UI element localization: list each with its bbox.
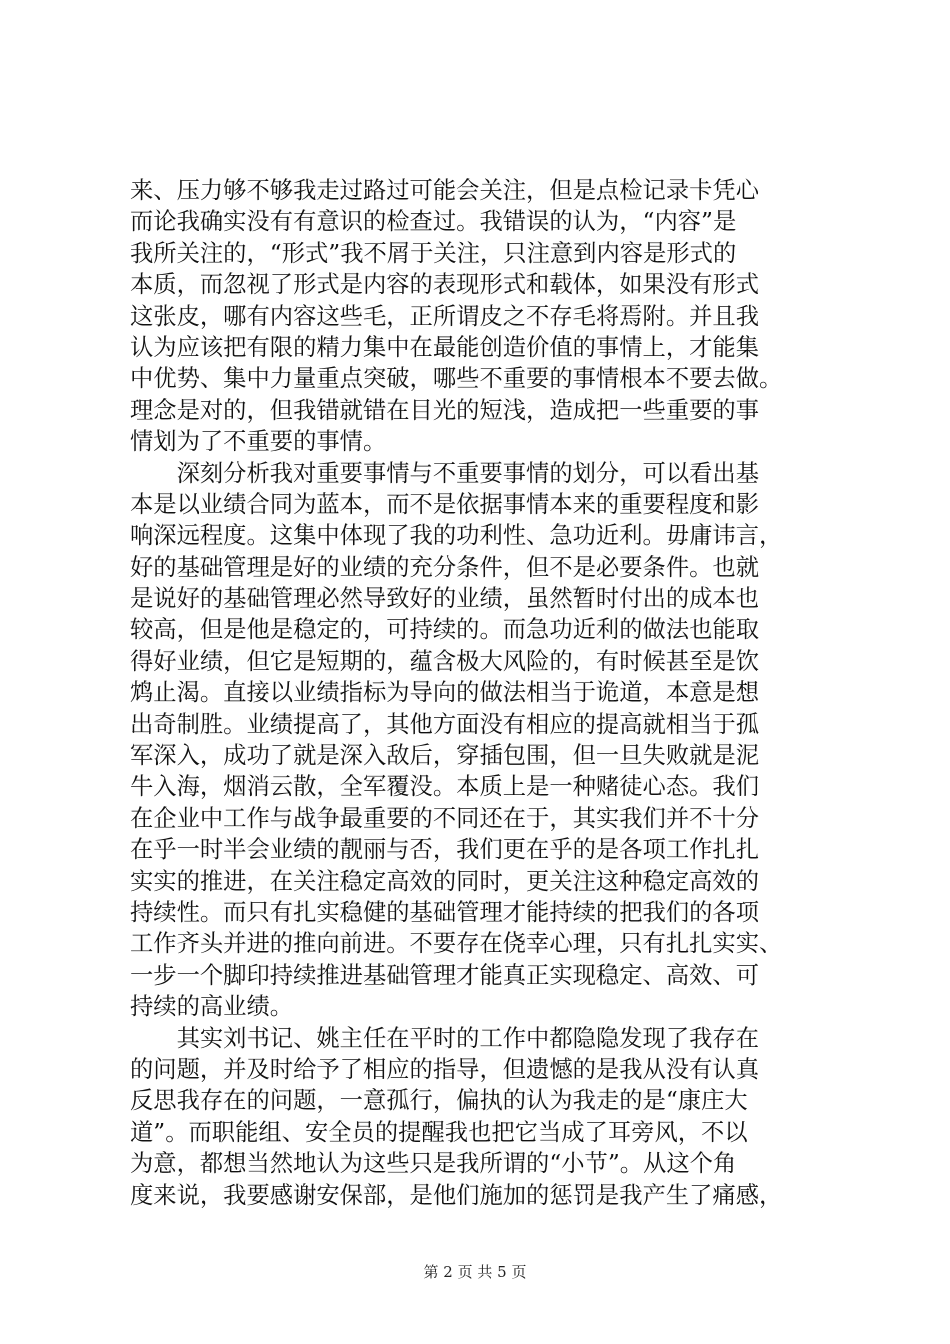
text-line: 其实刘书记、姚主任在平时的工作中都隐隐发现了我存在 — [130, 1024, 760, 1052]
text-line: 度来说，我要感谢安保部，是他们施加的惩罚是我产生了痛感， — [130, 1181, 783, 1209]
text-line: 来、压力够不够我走过路过可能会关注，但是点检记录卡凭心 — [130, 177, 760, 204]
text-line: 理念是对的，但我错就错在目光的短浅，造成把一些重要的事 — [130, 396, 760, 424]
text-line: 而论我确实没有有意识的检查过。我错误的认为，“内容”是 — [130, 208, 737, 236]
text-line: 深刻分析我对重要事情与不重要事情的划分，可以看出基 — [130, 459, 760, 487]
text-line: 情划为了不重要的事情。 — [130, 428, 387, 456]
text-line: 为意，都想当然地认为这些只是我所谓的“小节”。从这个角 — [130, 1150, 737, 1178]
text-line: 持续的高业绩。 — [130, 993, 294, 1021]
body-text — [130, 175, 835, 1211]
text-line: 响深远程度。这集中体现了我的功利性、急功近利。毋庸讳言， — [130, 522, 783, 550]
text-line: 一步一个脚印持续推进基础管理才能真正实现稳定、高效、可 — [130, 961, 760, 989]
text-line: 是说好的基础管理必然导致好的业绩，虽然暂时付出的成本也 — [130, 585, 760, 613]
text-line: 道”。而职能组、安全员的提醒我也把它当成了耳旁风，不以 — [130, 1118, 748, 1146]
text-line: 的问题，并及时给予了相应的指导，但遗憾的是我从没有认真 — [130, 1055, 760, 1083]
text-line: 持续性。而只有扎实稳健的基础管理才能持续的把我们的各项 — [130, 898, 760, 926]
text-line: 较高，但是他是稳定的，可持续的。而急功近利的做法也能取 — [130, 616, 760, 644]
text-line: 军深入，成功了就是深入敌后，穿插包围，但一旦失败就是泥 — [130, 742, 760, 770]
text-line: 认为应该把有限的精力集中在最能创造价值的事情上，才能集 — [130, 333, 760, 361]
text-line: 得好业绩，但它是短期的，蕴含极大风险的，有时候甚至是饮 — [130, 647, 760, 675]
text-line: 出奇制胜。业绩提高了，其他方面没有相应的提高就相当于孤 — [130, 710, 760, 738]
text-line: 实实的推进，在关注稳定高效的同时，更关注这种稳定高效的 — [130, 867, 760, 895]
text-line: 工作齐头并进的推向前进。不要存在侥幸心理，只有扎扎实实、 — [130, 930, 783, 958]
text-line: 在乎一时半会业绩的靓丽与否，我们更在乎的是各项工作扎扎 — [130, 836, 760, 864]
text-line: 本是以业绩合同为蓝本，而不是依据事情本来的重要程度和影 — [130, 490, 760, 518]
page-number-footer: 第 2 页 共 5 页 — [423, 1263, 527, 1281]
text-line: 反思我存在的问题，一意孤行，偏执的认为我走的是“康庄大 — [130, 1087, 748, 1115]
text-line: 我所关注的，“形式”我不屑于关注，只注意到内容是形式的 — [130, 239, 737, 267]
text-line: 本质，而忽视了形式是内容的表现形式和载体，如果没有形式 — [130, 271, 760, 299]
text-line: 好的基础管理是好的业绩的充分条件，但不是必要条件。也就 — [130, 553, 760, 581]
text-line: 鸩止渴。直接以业绩指标为导向的做法相当于诡道，本意是想 — [130, 679, 760, 707]
text-line: 这张皮，哪有内容这些毛，正所谓皮之不存毛将焉附。并且我 — [130, 302, 760, 330]
text-line: 中优势、集中力量重点突破，哪些不重要的事情根本不要去做。 — [130, 365, 783, 393]
text-line: 在企业中工作与战争最重要的不同还在于，其实我们并不十分 — [130, 804, 760, 832]
text-line: 牛入海，烟消云散，全军覆没。本质上是一种赌徒心态。我们 — [130, 773, 760, 801]
